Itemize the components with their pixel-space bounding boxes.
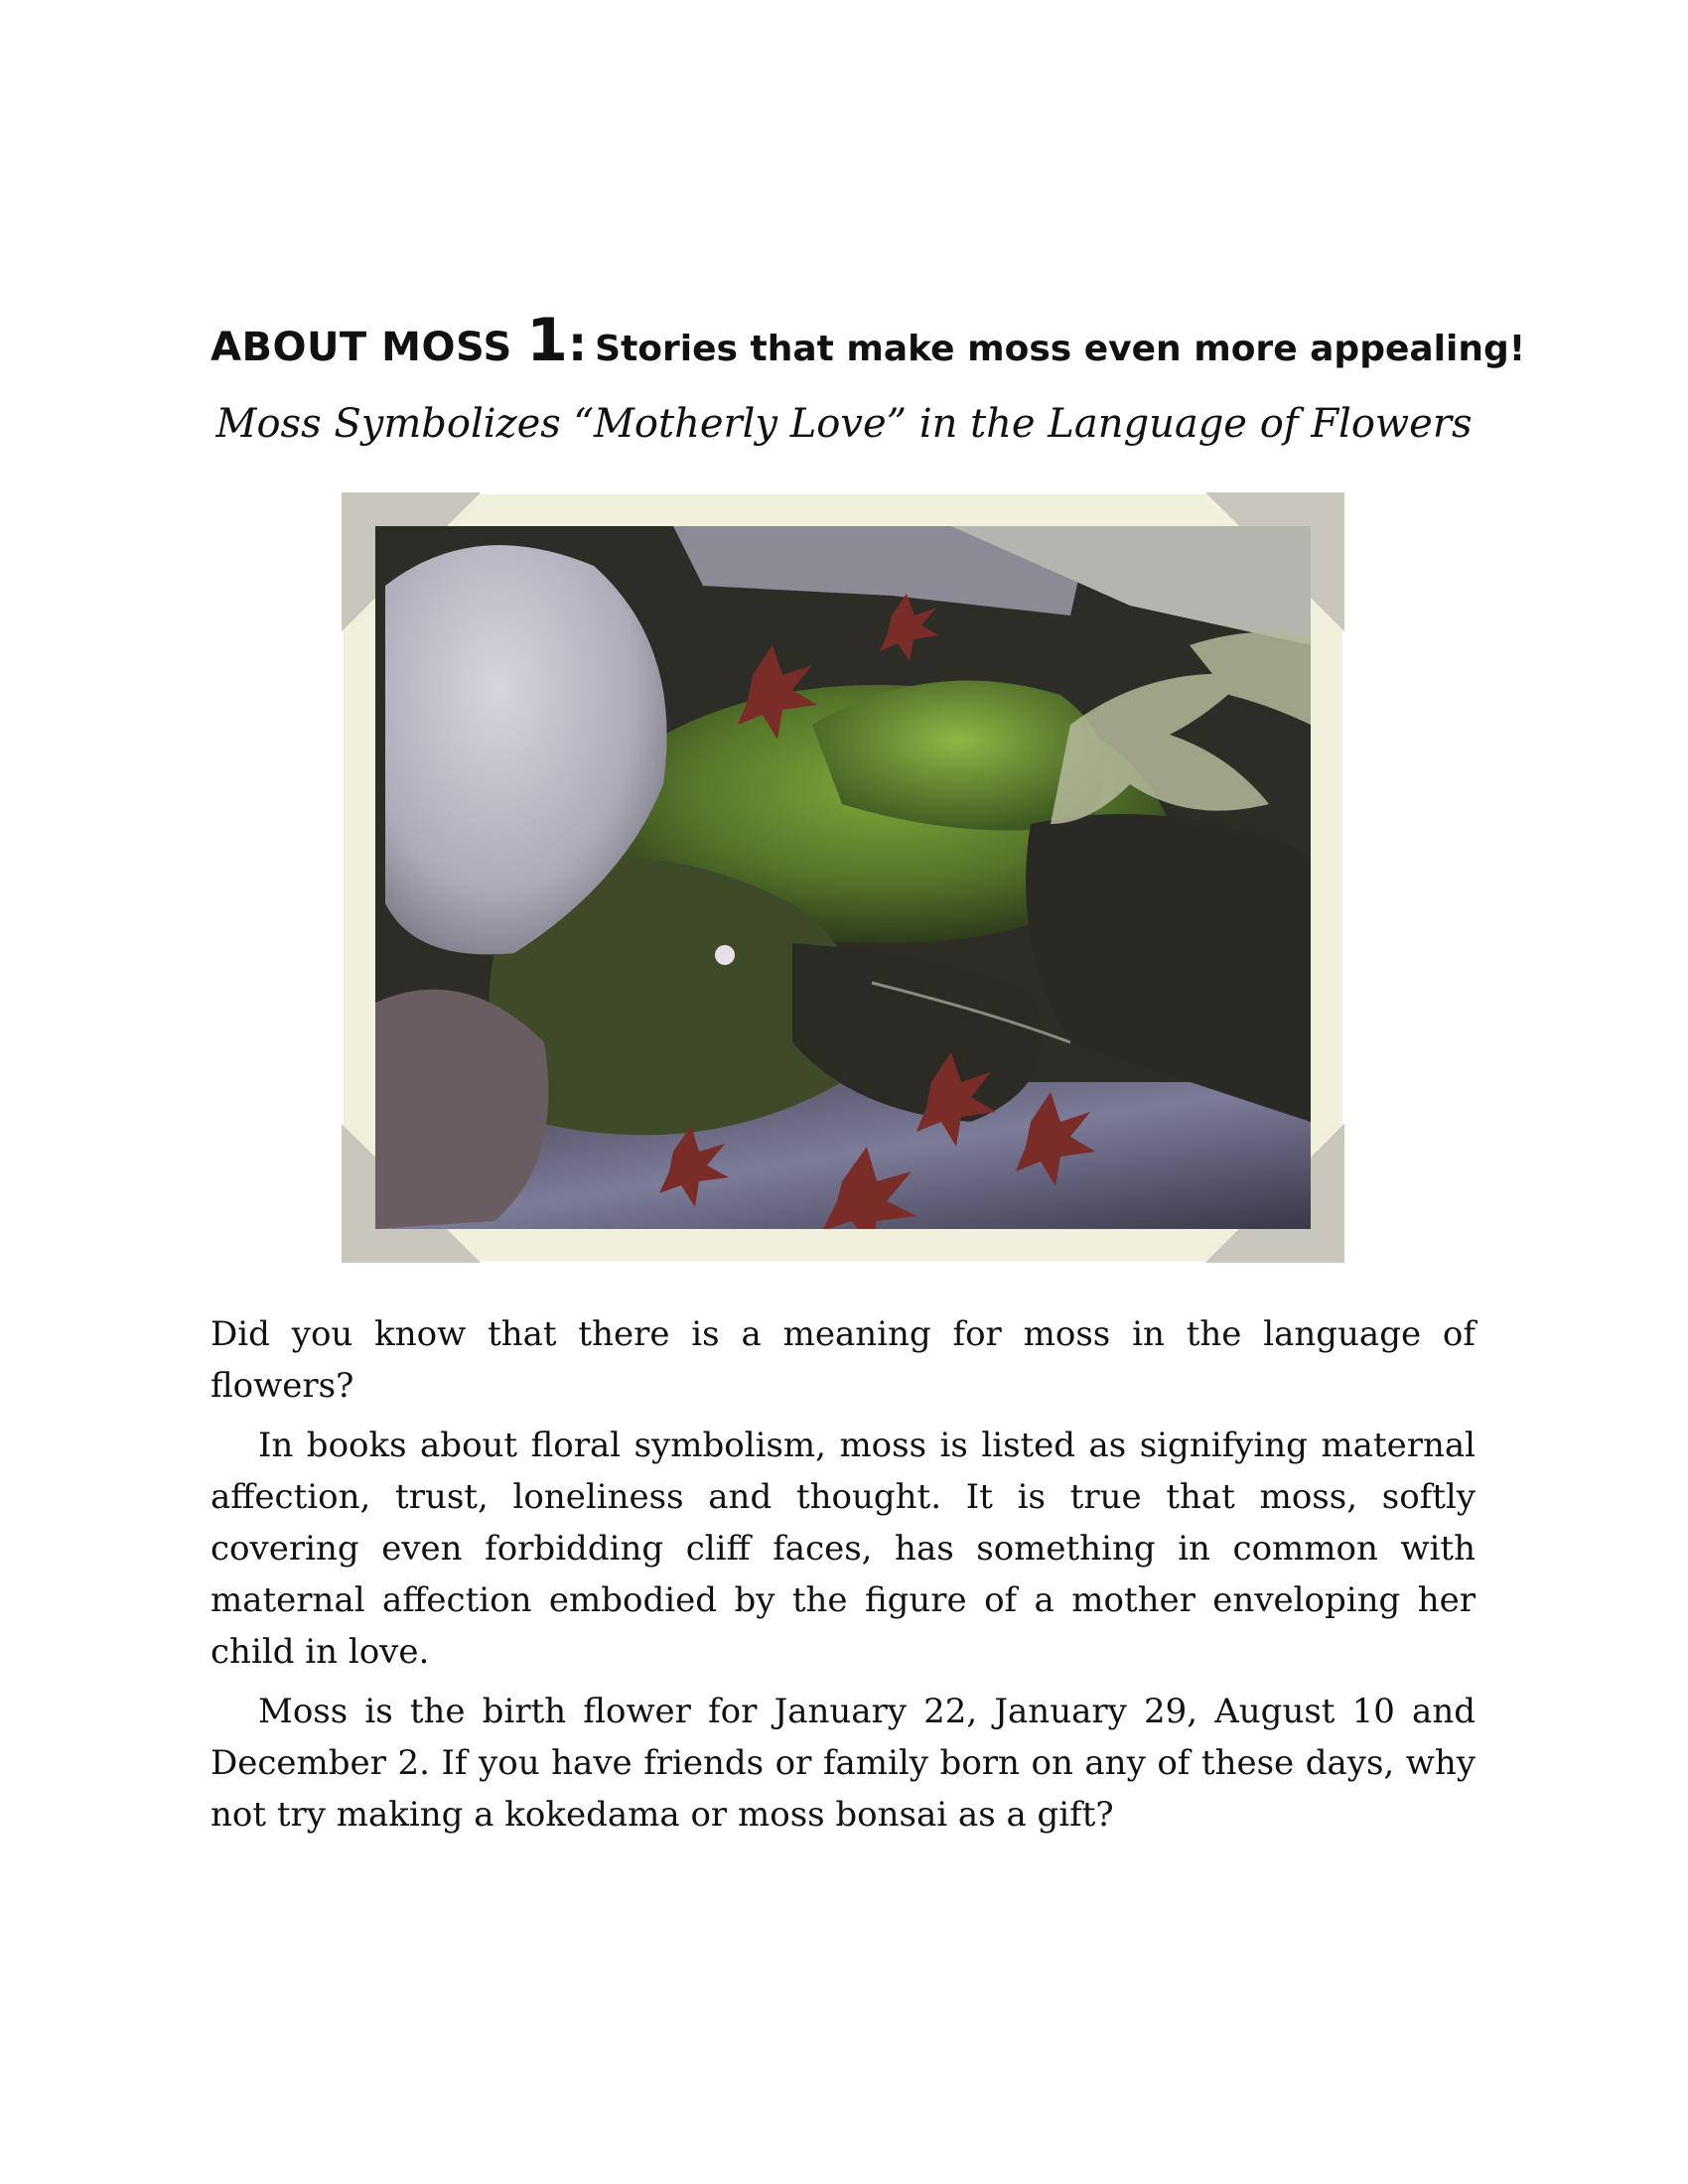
photo-frame [344,494,1342,1261]
moss-photo-illustration [375,526,1311,1229]
paragraph-2: In books about floral symbolism, moss is listed as signifying maternal affection, trust, loneliness and thought. It is true that moss, softly covering even forbidding cliff faces, has something in common with maternal affection embodied by the figure of a mother enveloping her child in love. [211,1426,1476,1672]
article-body [211,1308,1476,1848]
moss-photo [375,526,1311,1229]
page-subtitle: Moss Symbolizes “Motherly Love” in the Language of Flowers [215,401,1473,447]
heading-kicker: ABOUT MOSS [211,325,527,370]
heading-number: 1 [526,306,568,375]
section-heading [211,306,1526,375]
heading-tagline: Stories that make moss even more appealing! [595,329,1526,369]
heading-colon: : [567,317,588,372]
paragraph-3: Moss is the birth flower for January 22, January 29, August 10 and December 2. If you have friends or family born on any of these days, why not try making a kokedama or moss bonsai as a gift? [211,1692,1476,1835]
paragraph-1: Did you know that there is a meaning for moss in the language of flowers? [211,1314,1476,1406]
